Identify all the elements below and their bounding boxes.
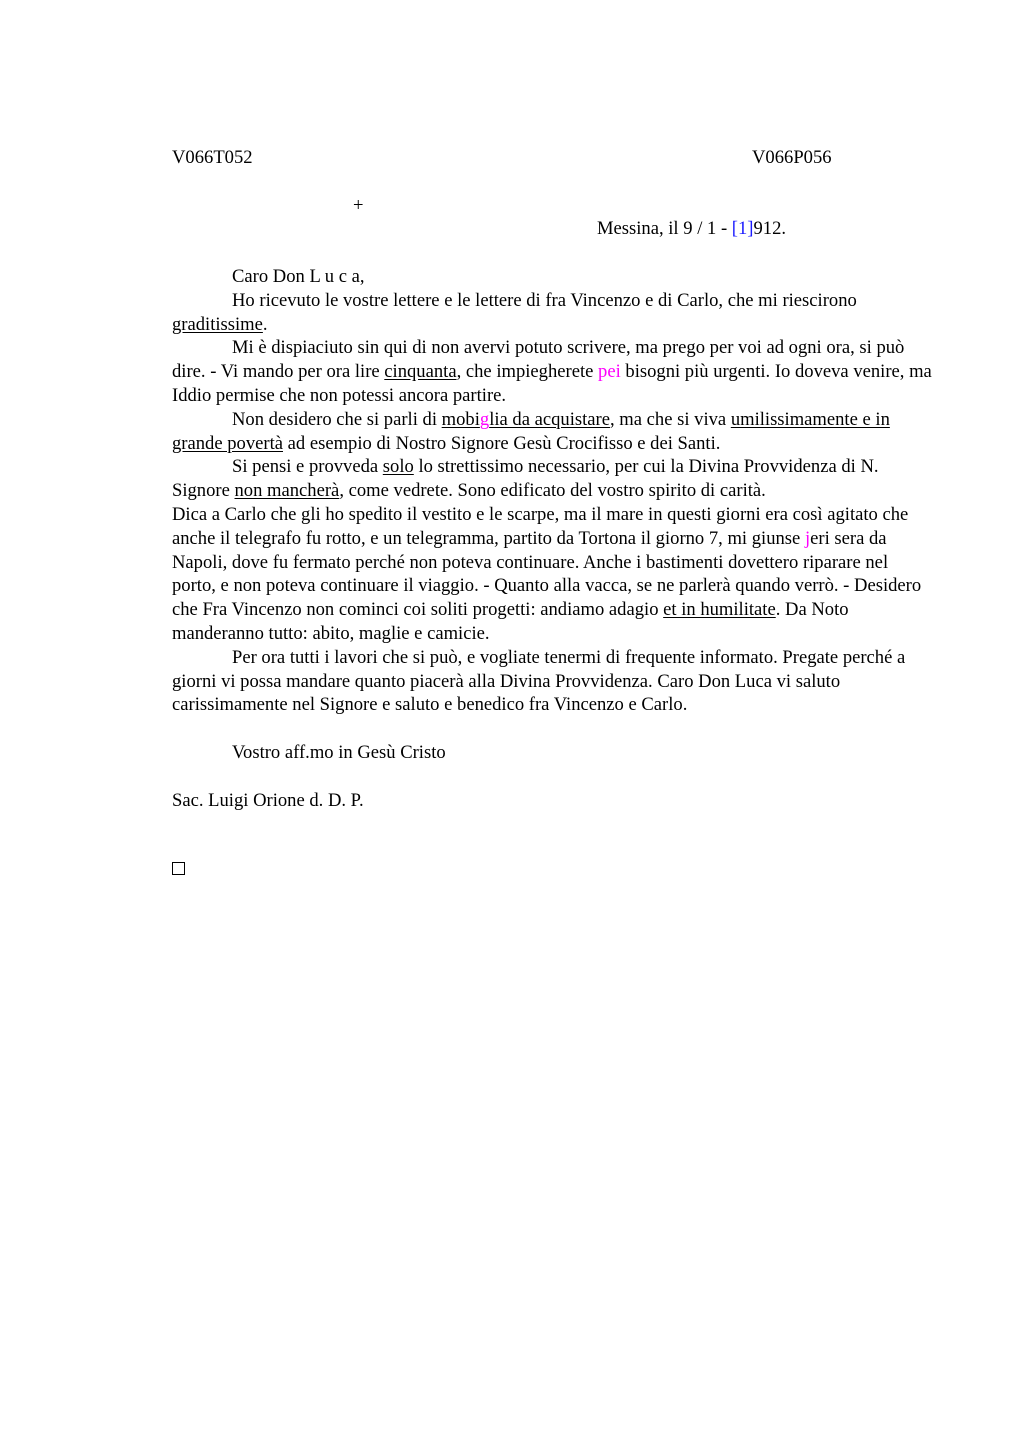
text-run: , come vedrete. Sono edificato del vostro spirito di carità. bbox=[339, 480, 766, 502]
paragraph-4 bbox=[172, 455, 934, 503]
document-code-left: V066T052 bbox=[172, 147, 253, 168]
underlined-text: graditissime bbox=[172, 313, 263, 335]
letter-body bbox=[172, 265, 934, 812]
text-run: mobi bbox=[441, 408, 480, 430]
paragraph-1 bbox=[172, 289, 934, 337]
underlined-text: et in humilitate bbox=[663, 599, 776, 621]
cross-mark: + bbox=[353, 195, 364, 216]
text-run: . bbox=[262, 313, 268, 335]
text-run: eri sera da Napoli, dove fu fermato perché non poteva continuare. Anche i bastimenti dovettero riparare nel porto, e non poteva continuare il viaggio. - Quanto alla vacca, se ne parlerà quando verrò. - Desidero che Fra Vincenzo non cominci coi soliti progetti: andiamo adagio bbox=[172, 527, 922, 621]
underlined-text: cinquanta bbox=[384, 361, 457, 383]
text-run: lia da acquistare bbox=[489, 408, 610, 430]
text-run: Mi è dispiaciuto sin qui di non avervi potuto scrivere, ma prego per voi ad ogni ora, si può dire. - Vi mando per ora lire bbox=[172, 337, 905, 383]
paragraph-6: Per ora tutti i lavori che si può, e vogliate tenermi di frequente informato. Pregate perché a giorni vi possa mandare quanto piacerà alla Divina Provvidenza. Caro Don Luca vi saluto carissimamente nel Signore e saluto e benedico fra Vincenzo e Carlo. bbox=[172, 646, 906, 716]
dateline bbox=[597, 217, 786, 241]
checkbox-square-icon bbox=[172, 862, 185, 875]
signature: Sac. Luigi Orione d. D. P. bbox=[172, 789, 364, 811]
text-run: Ho ricevuto le vostre lettere e le lettere di fra Vincenzo e di Carlo, che mi riescirono bbox=[232, 289, 857, 311]
underlined-text: solo bbox=[382, 456, 414, 478]
text-run: lo strettissimo necessario, per cui la Divina Provvidenza di N. Signore bbox=[172, 456, 879, 502]
underlined-text: non mancherà bbox=[234, 480, 340, 502]
dateline-bracket: [1] bbox=[731, 218, 754, 239]
paragraph-3 bbox=[172, 408, 934, 456]
text-run: ad esempio di Nostro Signore Gesù Crocifisso e dei Santi. bbox=[283, 432, 721, 454]
text-run: , che impiegherete bbox=[456, 361, 599, 383]
paragraph-2 bbox=[172, 336, 934, 407]
text-run: , ma che si viva bbox=[609, 408, 731, 430]
document-code-right: V066P056 bbox=[752, 147, 832, 168]
text-run: . Da Noto manderanno tutto: abito, maglie e camicie. bbox=[172, 599, 849, 644]
highlighted-text: j bbox=[804, 527, 811, 549]
text-run: Si pensi e provveda bbox=[232, 456, 383, 478]
paragraph-5 bbox=[172, 503, 934, 646]
closing: Vostro aff.mo in Gesù Cristo bbox=[232, 741, 446, 763]
text-run: Dica a Carlo che gli ho spedito il vestito e le scarpe, ma il mare in questi giorni era così agitato che anche il telegrafo fu rotto, e un telegramma, partito da Tortona il giorno 7, mi giunse bbox=[172, 503, 909, 549]
highlighted-text: g bbox=[479, 408, 490, 430]
underlined-text: umilissimamente e in grande povertà bbox=[172, 408, 890, 454]
spacer bbox=[172, 717, 934, 741]
salutation: Caro Don L u c a, bbox=[232, 266, 365, 287]
dateline-prefix: Messina, il 9 / 1 - bbox=[597, 218, 732, 239]
spacer bbox=[172, 765, 934, 789]
highlighted-text: pei bbox=[598, 361, 621, 383]
text-run: Non desidero che si parli di bbox=[232, 408, 442, 430]
underlined-text bbox=[442, 409, 610, 430]
text-run: bisogni più urgenti. Io doveva venire, ma Iddio permise che non potessi ancora partire. bbox=[172, 361, 932, 406]
dateline-suffix: 912. bbox=[753, 218, 787, 239]
